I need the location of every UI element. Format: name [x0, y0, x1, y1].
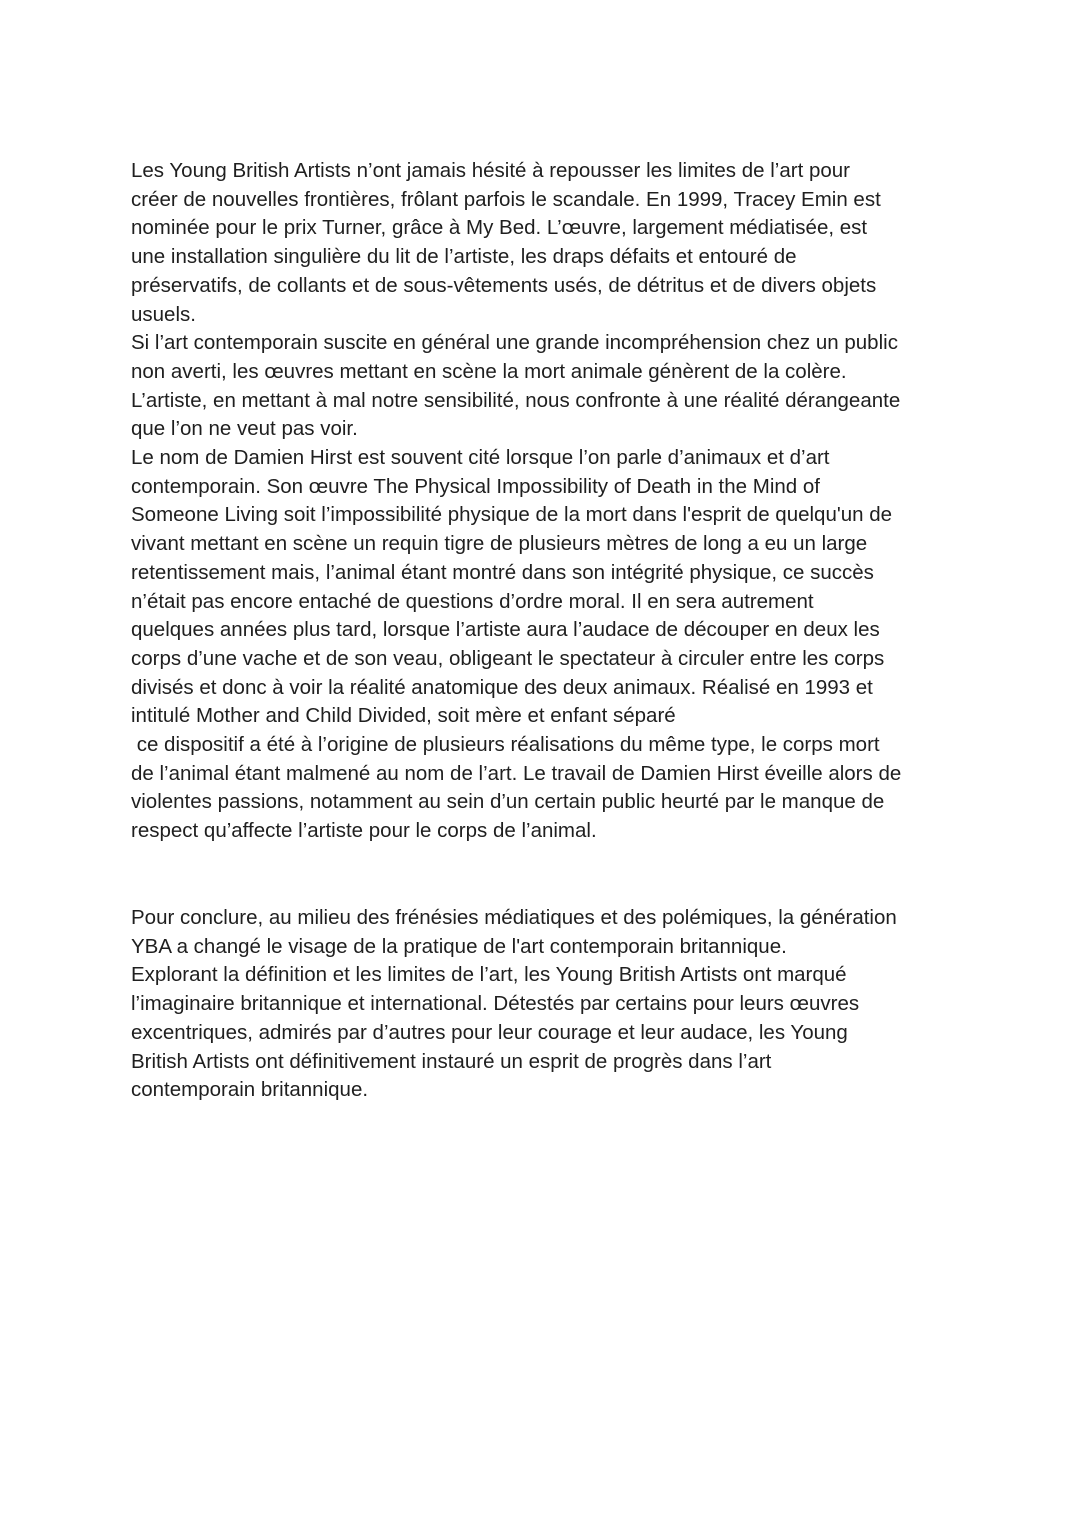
text-line: corps d’une vache et de son veau, obligeant le spectateur à circuler entre les corps [131, 646, 885, 670]
text-line: que l’on ne veut pas voir. [131, 417, 358, 441]
text-line: excentriques, admirés par d’autres pour leur courage et leur audace, les Young [131, 1020, 848, 1044]
text-line: n’était pas encore entaché de questions d’ordre moral. Il en sera autrement [131, 589, 814, 613]
text-line: usuels. [131, 302, 196, 326]
text-line: contemporain britannique. [131, 1078, 369, 1102]
text-line: British Artists ont définitivement instauré un esprit de progrès dans l’art [131, 1049, 772, 1073]
text-line: contemporain. Son œuvre The Physical Impossibility of Death in the Mind of [131, 474, 820, 498]
text-line: retentissement mais, l’animal étant montré dans son intégrité physique, ce succès [131, 560, 874, 584]
text-line: L’artiste, en mettant à mal notre sensibilité, nous confronte à une réalité dérangeante [131, 388, 901, 412]
text-line: ce dispositif a été à l’origine de plusieurs réalisations du même type, le corps mort [131, 733, 880, 757]
text-line: respect qu’affecte l’artiste pour le corps de l’animal. [131, 819, 597, 843]
text-line: vivant mettant en scène un requin tigre de plusieurs mètres de long a eu un large [131, 532, 868, 556]
text-line: intitulé Mother and Child Divided, soit mère et enfant séparé [131, 704, 676, 728]
text-line: l’imaginaire britannique et international. Détestés par certains pour leurs œuvres [131, 992, 860, 1016]
text-line: Pour conclure, au milieu des frénésies médiatiques et des polémiques, la génération [131, 906, 897, 929]
conclusion-text-block [131, 904, 961, 1105]
text-line: Someone Living soit l’impossibilité physique de la mort dans l'esprit de quelqu'un de [131, 503, 893, 527]
text-line: une installation singulière du lit de l’artiste, les draps défaits et entouré de [131, 245, 797, 269]
text-line: divisés et donc à voir la réalité anatomique des deux animaux. Réalisé en 1993 et [131, 675, 873, 699]
text-line: YBA a changé le visage de la pratique de l'art contemporain britannique. [131, 934, 787, 958]
text-line: préservatifs, de collants et de sous-vêtements usés, de détritus et de divers objets [131, 273, 877, 297]
text-line: violentes passions, notamment au sein d’un certain public heurté par le manque de [131, 790, 885, 814]
text-line: nominée pour le prix Turner, grâce à My Bed. L’œuvre, largement médiatisée, est [131, 216, 868, 240]
text-line: non averti, les œuvres mettant en scène la mort animale génèrent de la colère. [131, 359, 847, 383]
text-line: créer de nouvelles frontières, frôlant parfois le scandale. En 1999, Tracey Emin est [131, 187, 881, 211]
body-text-block [131, 157, 961, 846]
text-line: de l’animal étant malmené au nom de l’art. Le travail de Damien Hirst éveille alors de [131, 761, 902, 785]
text-line: Si l’art contemporain suscite en général une grande incompréhension chez un public [131, 331, 898, 355]
text-line: quelques années plus tard, lorsque l’artiste aura l’audace de découper en deux les [131, 618, 880, 642]
text-line: Les Young British Artists n’ont jamais hésité à repousser les limites de l’art pour [131, 159, 851, 182]
text-line: Explorant la définition et les limites de l’art, les Young British Artists ont marqué [131, 963, 847, 987]
text-line: Le nom de Damien Hirst est souvent cité lorsque l’on parle d’animaux et d’art [131, 446, 830, 470]
